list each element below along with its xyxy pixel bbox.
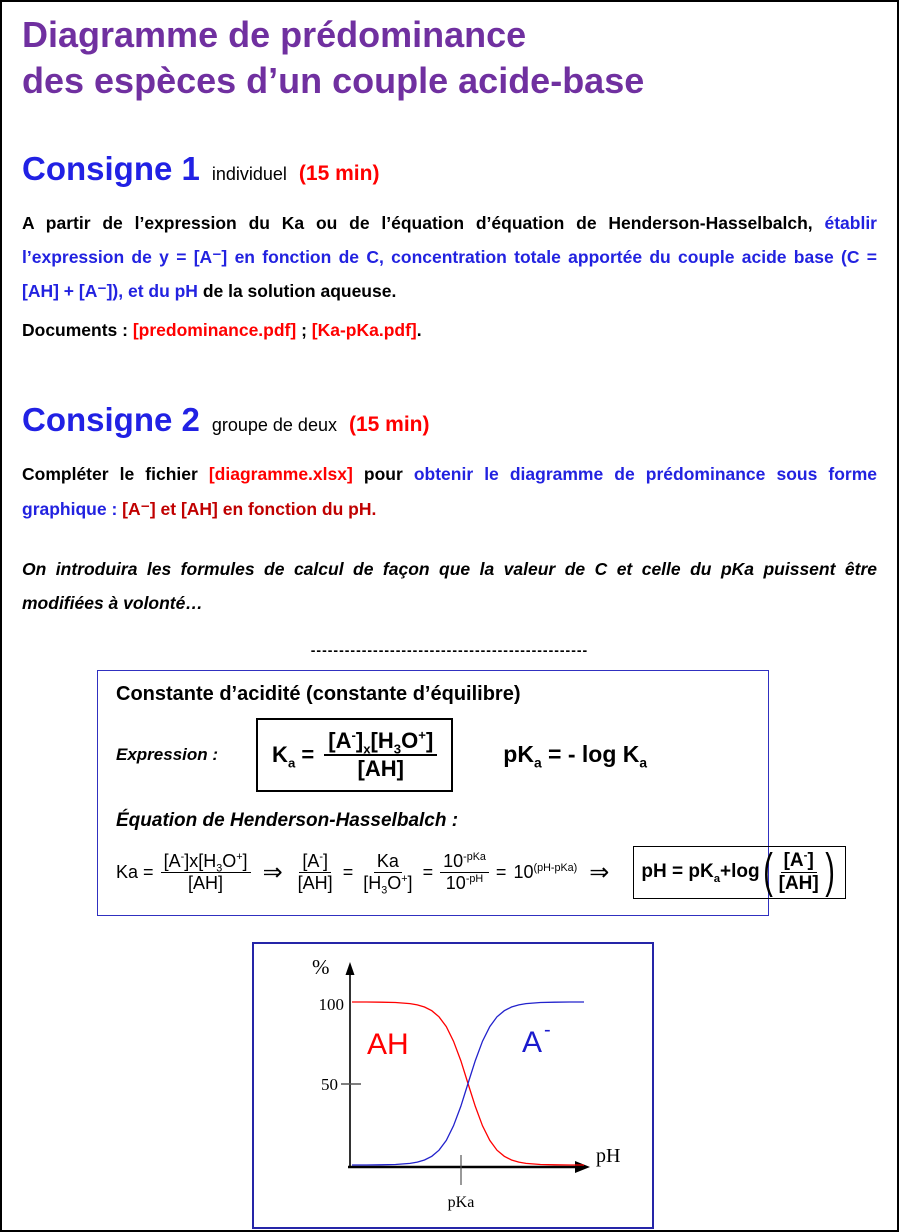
file-ref-diagramme: [diagramme.xlsx] bbox=[208, 464, 353, 485]
consigne2-duration: (15 min) bbox=[348, 413, 430, 437]
document-ref-kapka: [Ka-pKa.pdf] bbox=[311, 320, 417, 341]
title-line-1: Diagramme de prédominance bbox=[22, 14, 527, 55]
c2-text-black1: Compléter le fichier bbox=[22, 464, 209, 485]
eq-frac4: $\frac{10^{-pKa}}{10^{-pH}}$ bbox=[440, 851, 489, 894]
eq-frac3: $\frac{Ka}{[H_3O^+]}$ bbox=[363, 850, 413, 897]
italic-note: On introduira les formules de calcul de façon que la valeur de C et celle du pKa puissent être modifiées à volonté… bbox=[22, 558, 877, 613]
ka-fraction-den: [AH] bbox=[357, 755, 404, 781]
consigne2-mode: groupe de deux bbox=[211, 415, 337, 436]
dashed-separator: ------------------------------------------------- bbox=[310, 641, 589, 658]
right-paren: ) bbox=[824, 844, 835, 898]
y-tick-50: 50 bbox=[321, 1074, 338, 1094]
left-paren: ( bbox=[762, 844, 773, 898]
c1-text-blue: établir l’expression de y = [A⁻] en fonction de C, concentration totale apportée du couple acide base (C = [AH] + [A⁻]), et du pH bbox=[22, 213, 877, 302]
eq-lhs: Ka = bbox=[116, 861, 154, 882]
consigne2-title: Consigne 2 bbox=[22, 401, 200, 439]
predominance-plot bbox=[254, 944, 652, 1227]
consigne1-duration: (15 min) bbox=[298, 162, 380, 185]
c2-text-black2: pour bbox=[352, 464, 414, 485]
consigne1-title: Consigne 1 bbox=[22, 150, 200, 187]
consigne1-mode: individuel bbox=[211, 164, 287, 184]
implies-arrow-1: ⇒ bbox=[262, 858, 283, 886]
ph-result-box: pH = $pK_a+\log$ ( $\frac{[A^-]}{[AH]}$ ) bbox=[633, 846, 845, 899]
eq-result: $10^{(pH-pKa)}$ bbox=[513, 861, 578, 882]
curve-label-ah: AH bbox=[367, 1027, 409, 1061]
expression-label: Expression : bbox=[116, 744, 219, 764]
documents-line bbox=[22, 320, 877, 341]
henderson-hasselbalch-equation bbox=[116, 844, 835, 899]
y-axis-arrow bbox=[346, 962, 355, 975]
ka-formula-box bbox=[256, 718, 453, 792]
consigne1-heading bbox=[22, 150, 877, 188]
eq-equals-4: = bbox=[495, 861, 507, 882]
document-title bbox=[22, 12, 877, 104]
pka-definition: $pK_a$ = - $\log K_a$ bbox=[503, 741, 648, 771]
consigne1-paragraph bbox=[22, 206, 877, 308]
curve-label-a-sup: - bbox=[544, 1018, 551, 1041]
eq-frac1: $\frac{[A^-]x[H_3O^+]}{[AH]}$ bbox=[161, 851, 251, 894]
x-tick-pka: pKa bbox=[447, 1193, 475, 1211]
x-axis-label: pH bbox=[596, 1144, 621, 1167]
curve-label-a: A bbox=[522, 1025, 543, 1059]
acidity-box-title: Constante d’acidité (constante d’équilibre) bbox=[116, 682, 521, 705]
eq-frac2: $\frac{[A^-]}{[AH]}$ bbox=[297, 850, 333, 893]
predominance-chart-box bbox=[252, 942, 654, 1229]
documents-separator: ; bbox=[296, 320, 312, 341]
box-fraction: $\frac{[A^-]}{[AH]}$ bbox=[778, 849, 819, 894]
c1-text-black1: A partir de l’expression du Ka ou de l’équation d’équation de Henderson-Hasselbalch, bbox=[22, 213, 825, 233]
c2-text-blue: obtenir le diagramme de prédominance sous forme graphique : bbox=[22, 464, 877, 519]
ka-fraction-num: $[A^-]_x[H_3O^+]$ bbox=[324, 728, 437, 756]
consigne2-heading bbox=[22, 401, 877, 439]
ka-fraction bbox=[324, 728, 437, 782]
c2-text-darkred: [A⁻] et [AH] en fonction du pH. bbox=[122, 498, 377, 519]
x-axis-arrow bbox=[575, 1161, 590, 1173]
y-tick-100: 100 bbox=[318, 994, 344, 1014]
c1-text-black2: de la solution aqueuse. bbox=[202, 281, 397, 302]
documents-label: Documents : bbox=[22, 320, 133, 341]
document-ref-predominance: [predominance.pdf] bbox=[132, 320, 297, 341]
documents-end: . bbox=[416, 320, 422, 341]
implies-arrow-2: ⇒ bbox=[589, 858, 610, 886]
eq-equals-2: = bbox=[342, 861, 354, 882]
acidity-constant-box bbox=[97, 670, 835, 916]
ka-lhs: $K_a$ = bbox=[272, 741, 315, 771]
title-line-2: des espèces d’un couple acide-base bbox=[22, 60, 645, 101]
consigne2-paragraph bbox=[22, 457, 877, 525]
eq-equals-3: = bbox=[422, 861, 434, 882]
expression-row bbox=[116, 718, 750, 792]
y-axis-label: % bbox=[312, 954, 330, 979]
henderson-hasselbalch-title: Équation de Henderson-Hasselbalch : bbox=[116, 809, 459, 831]
